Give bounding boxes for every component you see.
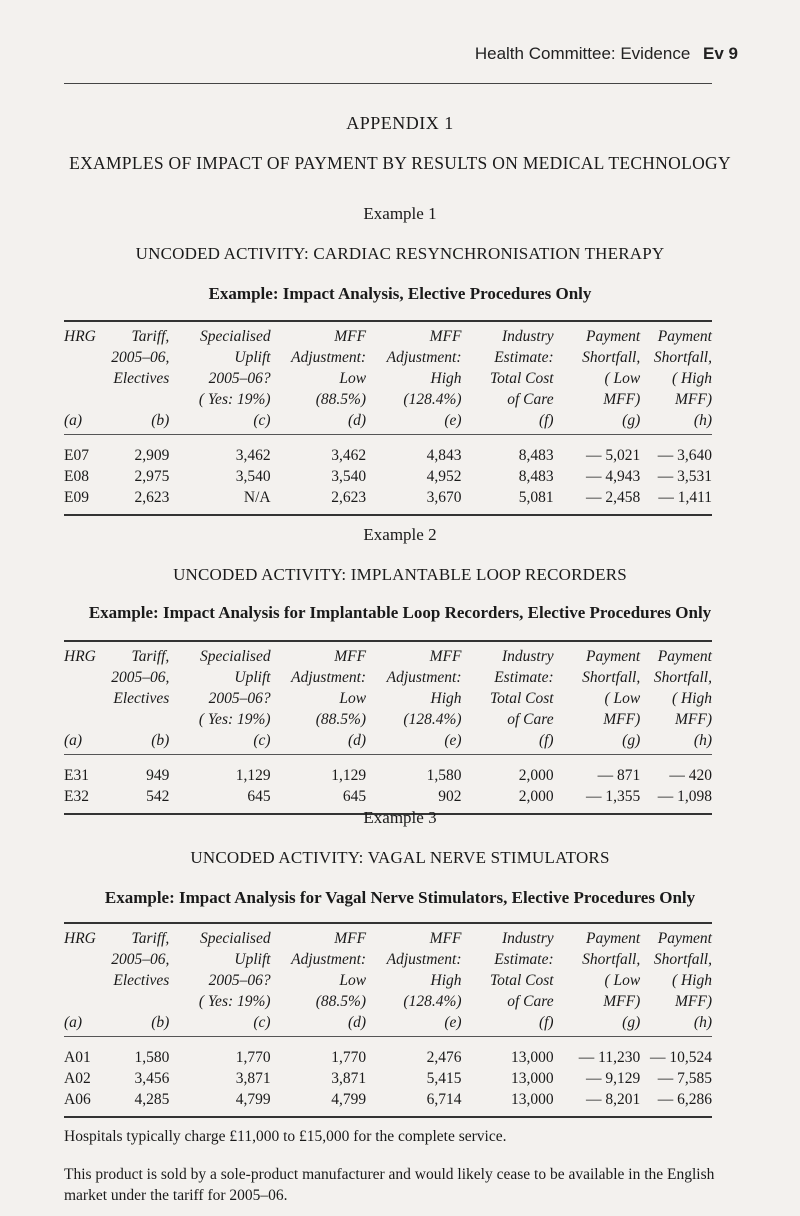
value-cell: 3,670: [426, 489, 462, 506]
column-header-line: ( Yes: 19%): [198, 711, 271, 728]
value-cell: 4,952: [426, 468, 462, 485]
column-header-line: MFF): [603, 711, 641, 728]
column-header-line: Uplift: [234, 669, 271, 686]
footnote-typical-charge: Hospitals typically charge £11,000 to £15,000 for the complete service.: [64, 1128, 507, 1145]
column-letter: (d): [271, 410, 366, 435]
value-cell: 1,770: [235, 1049, 271, 1066]
value-cell: — 11,230: [578, 1049, 641, 1066]
column-header-line: HRG: [64, 328, 96, 345]
column-letter-row: [64, 730, 712, 755]
hrg-code-cell: E08: [64, 468, 89, 485]
column-letter: (c): [169, 730, 270, 755]
table-row: [64, 1089, 712, 1117]
column-header-line: ( Low: [604, 370, 641, 387]
column-header-line: Low: [339, 690, 367, 707]
column-letter: (h): [640, 730, 712, 755]
column-header-line: Adjustment:: [386, 669, 462, 686]
value-cell: 3,462: [331, 447, 367, 464]
column-letter-row: [64, 1012, 712, 1037]
value-cell: — 6,286: [657, 1091, 712, 1108]
column-header-line: Industry: [501, 930, 554, 947]
value-cell: 1,580: [426, 767, 462, 784]
value-cell: 6,714: [426, 1091, 462, 1108]
hrg-code-cell: E09: [64, 489, 89, 506]
column-header-line: High: [430, 690, 462, 707]
column-header: [366, 321, 461, 410]
hrg-code-cell: E32: [64, 788, 89, 805]
column-header-line: Tariff,: [131, 328, 170, 345]
value-cell: 4,843: [426, 447, 462, 464]
value-cell: 5,081: [518, 489, 554, 506]
hrg-code-cell: E07: [64, 447, 89, 464]
column-header: [169, 923, 270, 1012]
table-header-row: [64, 641, 712, 730]
value-cell: 3,871: [331, 1070, 367, 1087]
column-header-line: Industry: [501, 648, 554, 665]
value-cell: — 8,201: [585, 1091, 641, 1108]
column-header-line: 2005–06?: [208, 972, 271, 989]
column-header: [271, 641, 366, 730]
column-header-line: Adjustment:: [386, 349, 462, 366]
value-cell: 2,623: [331, 489, 367, 506]
column-header-line: MFF): [603, 391, 641, 408]
value-cell: — 1,411: [658, 489, 712, 506]
column-header-line: HRG: [64, 930, 96, 947]
table-row: [64, 755, 712, 787]
column-header-line: ( Low: [604, 690, 641, 707]
value-cell: 2,476: [426, 1049, 462, 1066]
column-header-line: Shortfall,: [582, 951, 641, 968]
column-header-line: MFF: [334, 930, 367, 947]
column-header: [640, 641, 712, 730]
value-cell: 13,000: [510, 1091, 554, 1108]
value-cell: — 7,585: [657, 1070, 712, 1087]
column-header-line: ( Low: [604, 972, 641, 989]
column-header-line: (128.4%): [403, 711, 462, 728]
column-header-line: Payment: [657, 930, 712, 947]
column-header-line: ( High: [671, 690, 712, 707]
column-letter: (d): [271, 1012, 366, 1037]
column-header-line: of Care: [507, 391, 554, 408]
column-header-line: MFF): [674, 993, 712, 1010]
column-header-line: Uplift: [234, 349, 271, 366]
value-cell: 645: [247, 788, 271, 805]
value-cell: — 10,524: [650, 1049, 712, 1066]
example-label: Example 1: [363, 204, 437, 223]
value-cell: 542: [146, 788, 170, 805]
column-header: [462, 641, 554, 730]
column-header: [64, 321, 105, 410]
table-header-row: [64, 923, 712, 1012]
value-cell: — 3,640: [657, 447, 712, 464]
column-header-line: Specialised: [200, 328, 271, 345]
column-letter: (h): [640, 410, 712, 435]
value-cell: 1,770: [331, 1049, 367, 1066]
column-header-line: Electives: [113, 972, 170, 989]
column-letter: (c): [169, 410, 270, 435]
column-header: [169, 641, 270, 730]
column-header-line: 2005–06,: [111, 669, 170, 686]
value-cell: — 1,355: [585, 788, 641, 805]
column-letter: (a): [64, 1012, 105, 1037]
column-header-line: Adjustment:: [291, 951, 367, 968]
column-header-line: MFF: [334, 648, 367, 665]
value-cell: 13,000: [510, 1070, 554, 1087]
appendix-heading: APPENDIX 1: [346, 113, 454, 133]
activity-heading: UNCODED ACTIVITY: VAGAL NERVE STIMULATORS: [190, 848, 610, 867]
column-letter: (c): [169, 1012, 270, 1037]
value-cell: 3,540: [235, 468, 271, 485]
column-header-line: HRG: [64, 648, 96, 665]
column-header-line: MFF): [603, 993, 641, 1010]
hrg-code-cell: A01: [64, 1049, 91, 1066]
column-header-line: Estimate:: [494, 669, 554, 686]
column-header-line: Specialised: [200, 930, 271, 947]
column-header: [271, 321, 366, 410]
value-cell: 13,000: [510, 1049, 554, 1066]
table-row: [64, 487, 712, 515]
column-header-line: (88.5%): [315, 711, 367, 728]
value-cell: — 4,943: [585, 468, 641, 485]
example-label: Example 2: [363, 525, 437, 544]
column-header-line: Low: [339, 972, 367, 989]
column-header-line: (128.4%): [403, 391, 462, 408]
impact-subheading: Example: Impact Analysis for Vagal Nerve Stimulators, Elective Procedures Only: [104, 888, 696, 907]
column-header-line: MFF: [429, 648, 462, 665]
value-cell: — 9,129: [585, 1070, 641, 1087]
column-header: [105, 923, 170, 1012]
column-header-line: of Care: [507, 711, 554, 728]
example-label: Example 3: [363, 808, 437, 827]
column-header-line: Shortfall,: [653, 669, 712, 686]
column-header-line: 2005–06?: [208, 690, 271, 707]
value-cell: — 420: [669, 767, 712, 784]
impact-table: [64, 320, 712, 516]
value-cell: 1,129: [235, 767, 271, 784]
column-header-line: High: [430, 972, 462, 989]
column-header-line: Electives: [113, 690, 170, 707]
column-letter: (b): [105, 730, 170, 755]
column-letter: (g): [554, 1012, 641, 1037]
column-header: [462, 321, 554, 410]
column-header-line: Adjustment:: [291, 349, 367, 366]
column-header-line: Tariff,: [131, 648, 170, 665]
value-cell: 4,799: [235, 1091, 271, 1108]
value-cell: 1,580: [134, 1049, 170, 1066]
column-letter: (f): [462, 1012, 554, 1037]
column-header-line: Adjustment:: [386, 951, 462, 968]
column-header-line: MFF): [674, 391, 712, 408]
column-header: [169, 321, 270, 410]
hrg-code-cell: E31: [64, 767, 89, 784]
column-header-line: 2005–06?: [208, 370, 271, 387]
hrg-code-cell: A02: [64, 1070, 91, 1087]
column-header-line: Estimate:: [494, 951, 554, 968]
column-header-line: Payment: [586, 328, 641, 345]
column-header: [462, 923, 554, 1012]
column-letter: (d): [271, 730, 366, 755]
page-number: Ev 9: [703, 44, 738, 63]
column-letter: (a): [64, 730, 105, 755]
column-header: [105, 641, 170, 730]
column-header: [366, 641, 461, 730]
running-head-title: Health Committee: Evidence: [474, 44, 691, 63]
column-header-line: MFF: [429, 328, 462, 345]
column-header-line: ( High: [671, 370, 712, 387]
value-cell: 3,871: [235, 1070, 271, 1087]
value-cell: 645: [342, 788, 367, 805]
activity-heading: UNCODED ACTIVITY: IMPLANTABLE LOOP RECORDERS: [173, 565, 627, 584]
table-header-row: [64, 321, 712, 410]
column-header-line: ( High: [671, 972, 712, 989]
value-cell: 949: [146, 767, 170, 784]
column-header-line: Total Cost: [489, 690, 554, 707]
value-cell: — 1,098: [657, 788, 712, 805]
column-header-line: Adjustment:: [291, 669, 367, 686]
value-cell: 2,623: [134, 489, 170, 506]
column-header-line: of Care: [507, 993, 554, 1010]
column-header: [554, 321, 641, 410]
column-header-line: Shortfall,: [653, 349, 712, 366]
value-cell: — 871: [597, 767, 641, 784]
value-cell: 2,909: [134, 447, 170, 464]
value-cell: — 3,531: [657, 468, 712, 485]
column-header-line: MFF: [334, 328, 367, 345]
hrg-code-cell: A06: [64, 1091, 91, 1108]
value-cell: 8,483: [518, 468, 554, 485]
impact-table: [64, 640, 712, 815]
running-head: [475, 44, 738, 64]
column-header-line: MFF): [674, 711, 712, 728]
column-header-line: Estimate:: [494, 349, 554, 366]
column-letter: (e): [366, 730, 461, 755]
column-header-line: Payment: [586, 648, 641, 665]
column-header-line: (88.5%): [315, 993, 367, 1010]
column-header: [271, 923, 366, 1012]
value-cell: 3,540: [331, 468, 367, 485]
column-header-line: 2005–06,: [111, 349, 170, 366]
document-title: EXAMPLES OF IMPACT OF PAYMENT BY RESULTS ON MEDICAL TECHNOLOGY: [69, 153, 731, 173]
value-cell: 2,975: [134, 468, 170, 485]
column-header-line: Shortfall,: [653, 951, 712, 968]
column-letter: (b): [105, 410, 170, 435]
column-letter-row: [64, 410, 712, 435]
table-row: [64, 466, 712, 487]
column-header: [554, 923, 641, 1012]
column-header-line: 2005–06,: [111, 951, 170, 968]
column-header-line: Tariff,: [131, 930, 170, 947]
column-header-line: Electives: [113, 370, 170, 387]
activity-heading: UNCODED ACTIVITY: CARDIAC RESYNCHRONISATION THERAPY: [135, 244, 665, 263]
column-header-line: ( Yes: 19%): [198, 993, 271, 1010]
value-cell: 5,415: [426, 1070, 462, 1087]
column-letter: (e): [366, 1012, 461, 1037]
footnote-product-availability: This product is sold by a sole-product manufacturer and would likely cease to be available in the English market under the tariff for 2005–06.: [64, 1166, 715, 1204]
value-cell: 2,000: [518, 788, 554, 805]
value-cell: 1,129: [331, 767, 367, 784]
column-header-line: Specialised: [200, 648, 271, 665]
column-header: [64, 641, 105, 730]
column-header-line: ( Yes: 19%): [198, 391, 271, 408]
column-header-line: Industry: [501, 328, 554, 345]
column-header: [64, 923, 105, 1012]
column-header-line: Payment: [657, 648, 712, 665]
table-row: [64, 435, 712, 467]
column-header-line: Low: [339, 370, 367, 387]
value-cell: 3,456: [134, 1070, 170, 1087]
column-letter: (h): [640, 1012, 712, 1037]
column-letter: (a): [64, 410, 105, 435]
table-row: [64, 1037, 712, 1069]
column-header: [640, 321, 712, 410]
value-cell: N/A: [243, 489, 271, 506]
column-letter: (g): [554, 410, 641, 435]
value-cell: — 2,458: [585, 489, 641, 506]
column-letter: (f): [462, 410, 554, 435]
column-header-line: High: [430, 370, 462, 387]
column-letter: (f): [462, 730, 554, 755]
column-header-line: Total Cost: [489, 972, 554, 989]
value-cell: 902: [438, 788, 462, 805]
impact-subheading: Example: Impact Analysis for Implantable Loop Recorders, Elective Procedures Only: [88, 603, 712, 622]
value-cell: 8,483: [518, 447, 554, 464]
column-header: [554, 641, 641, 730]
column-letter: (b): [105, 1012, 170, 1037]
table-row: [64, 1068, 712, 1089]
column-header: [105, 321, 170, 410]
impact-table: [64, 922, 712, 1118]
value-cell: 4,285: [134, 1091, 170, 1108]
column-header-line: Uplift: [234, 951, 271, 968]
top-rule: [64, 83, 712, 84]
column-header-line: Payment: [586, 930, 641, 947]
column-header: [640, 923, 712, 1012]
column-header-line: (128.4%): [403, 993, 462, 1010]
column-header-line: Shortfall,: [582, 669, 641, 686]
column-header-line: Payment: [657, 328, 712, 345]
column-header: [366, 923, 461, 1012]
column-header-line: (88.5%): [315, 391, 367, 408]
value-cell: — 5,021: [585, 447, 641, 464]
value-cell: 3,462: [235, 447, 271, 464]
column-letter: (g): [554, 730, 641, 755]
value-cell: 2,000: [518, 767, 554, 784]
impact-subheading: Example: Impact Analysis, Elective Procedures Only: [208, 284, 592, 303]
column-header-line: Shortfall,: [582, 349, 641, 366]
value-cell: 4,799: [331, 1091, 367, 1108]
column-header-line: Total Cost: [489, 370, 554, 387]
column-letter: (e): [366, 410, 461, 435]
column-header-line: MFF: [429, 930, 462, 947]
